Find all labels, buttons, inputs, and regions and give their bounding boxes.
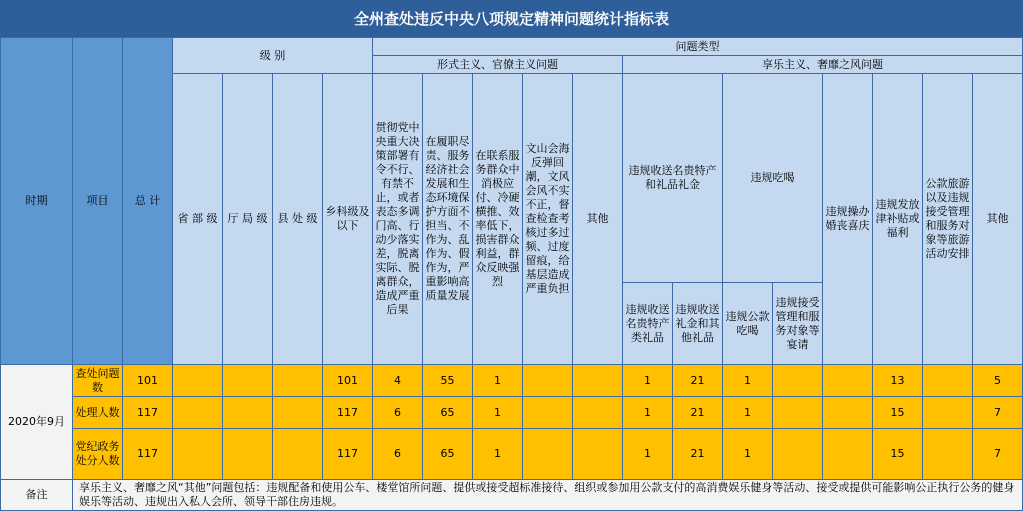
table-cell: 101	[322, 364, 373, 397]
header-level-province: 省 部 级	[172, 73, 223, 365]
table-cell	[172, 396, 223, 429]
header-period: 时期	[0, 37, 73, 365]
table-cell: 117	[322, 396, 373, 429]
table-cell	[172, 428, 223, 480]
header-hedonism-other: 其他	[972, 73, 1023, 365]
header-gift-money: 违规收送礼金和其他礼品	[672, 282, 723, 365]
table-cell: 117	[322, 428, 373, 480]
header-gift-specialty: 违规收送名贵特产类礼品	[622, 282, 673, 365]
table-cell: 13	[872, 364, 923, 397]
table-cell	[822, 428, 873, 480]
table-cell	[272, 396, 323, 429]
table-cell	[922, 364, 973, 397]
table-cell: 65	[422, 396, 473, 429]
table-cell: 55	[422, 364, 473, 397]
table-cell: 1	[472, 396, 523, 429]
table-cell: 101	[122, 364, 173, 397]
table-cell	[522, 428, 573, 480]
row-label: 查处问题数	[72, 364, 123, 397]
header-level-county: 县 处 级	[272, 73, 323, 365]
header-formalism-1: 贯彻党中央重大决策部署有令不行、有禁不止，或者表态多调门高、行动少落实差，脱离实际、脱离群众，造成严重后果	[372, 73, 423, 365]
table-cell: 1	[722, 396, 773, 429]
table-cell	[522, 396, 573, 429]
table-cell: 7	[972, 428, 1023, 480]
table-cell	[822, 364, 873, 397]
note-label: 备注	[0, 479, 73, 511]
table-cell	[772, 364, 823, 397]
table-cell	[772, 396, 823, 429]
table-cell	[822, 396, 873, 429]
table-cell	[922, 428, 973, 480]
table-cell	[222, 428, 273, 480]
table-cell: 1	[622, 428, 673, 480]
header-dining-public: 违规公款吃喝	[722, 282, 773, 365]
table-cell: 21	[672, 364, 723, 397]
table-cell: 117	[122, 396, 173, 429]
table-cell: 117	[122, 428, 173, 480]
header-formalism-4: 文山会海反弹回潮，文风会风不实不正，督查检查考核过多过频、过度留痕，给基层造成严重负担	[522, 73, 573, 365]
header-level-bureau: 厅 局 级	[222, 73, 273, 365]
table-cell	[772, 428, 823, 480]
table-cell	[522, 364, 573, 397]
note-text: 享乐主义、奢靡之风“其他”问题包括：违规配备和使用公车、楼堂馆所问题、提供或接受超标准接待、组织或参加用公款支付的高消费娱乐健身等活动、接受或提供可能影响公正执行公务的健身娱乐等活动、违规出入私人会所、领导干部住房违规。	[72, 479, 1023, 511]
period-cell: 2020年9月	[0, 364, 73, 480]
table-cell: 65	[422, 428, 473, 480]
table-cell: 1	[472, 428, 523, 480]
table-cell: 1	[472, 364, 523, 397]
header-hedonism-group: 享乐主义、奢靡之风问题	[622, 55, 1023, 74]
table-cell	[922, 396, 973, 429]
header-travel: 公款旅游以及违规接受管理和服务对象等旅游活动安排	[922, 73, 973, 365]
table-cell	[572, 396, 623, 429]
table-cell: 5	[972, 364, 1023, 397]
table-cell	[272, 428, 323, 480]
table-cell: 15	[872, 428, 923, 480]
table-cell: 7	[972, 396, 1023, 429]
row-label: 处理人数	[72, 396, 123, 429]
header-formalism-group: 形式主义、官僚主义问题	[372, 55, 623, 74]
table-cell	[172, 364, 223, 397]
header-formalism-2: 在履职尽责、服务经济社会发展和生态环境保护方面不担当、不作为、乱作为、假作为，严重影响高质量发展	[422, 73, 473, 365]
table-cell: 21	[672, 396, 723, 429]
header-level-township: 乡科级及以下	[322, 73, 373, 365]
table-title: 全州查处违反中央八项规定精神问题统计指标表	[0, 0, 1023, 38]
header-total: 总 计	[122, 37, 173, 365]
table-cell	[222, 364, 273, 397]
header-dining-banquet: 违规接受管理和服务对象等宴请	[772, 282, 823, 365]
table-cell	[572, 428, 623, 480]
table-cell: 4	[372, 364, 423, 397]
header-formalism-other: 其他	[572, 73, 623, 365]
table-cell: 21	[672, 428, 723, 480]
header-formalism-3: 在联系服务群众中消极应付、冷硬横推、效率低下，损害群众利益，群众反映强烈	[472, 73, 523, 365]
table-cell	[572, 364, 623, 397]
table-cell	[222, 396, 273, 429]
table-cell: 6	[372, 428, 423, 480]
header-subsidy: 违规发放津补贴或福利	[872, 73, 923, 365]
row-label: 党纪政务处分人数	[72, 428, 123, 480]
table-cell	[272, 364, 323, 397]
header-level: 级 别	[172, 37, 373, 74]
header-wedding: 违规操办婚丧喜庆	[822, 73, 873, 365]
header-dining-group: 违规吃喝	[722, 73, 823, 283]
header-problem-type: 问题类型	[372, 37, 1023, 56]
table-cell: 1	[722, 364, 773, 397]
table-cell: 6	[372, 396, 423, 429]
header-gift-group: 违规收送名贵特产和礼品礼金	[622, 73, 723, 283]
header-item: 项目	[72, 37, 123, 365]
table-cell: 15	[872, 396, 923, 429]
table-cell: 1	[722, 428, 773, 480]
table-cell: 1	[622, 396, 673, 429]
table-cell: 1	[622, 364, 673, 397]
